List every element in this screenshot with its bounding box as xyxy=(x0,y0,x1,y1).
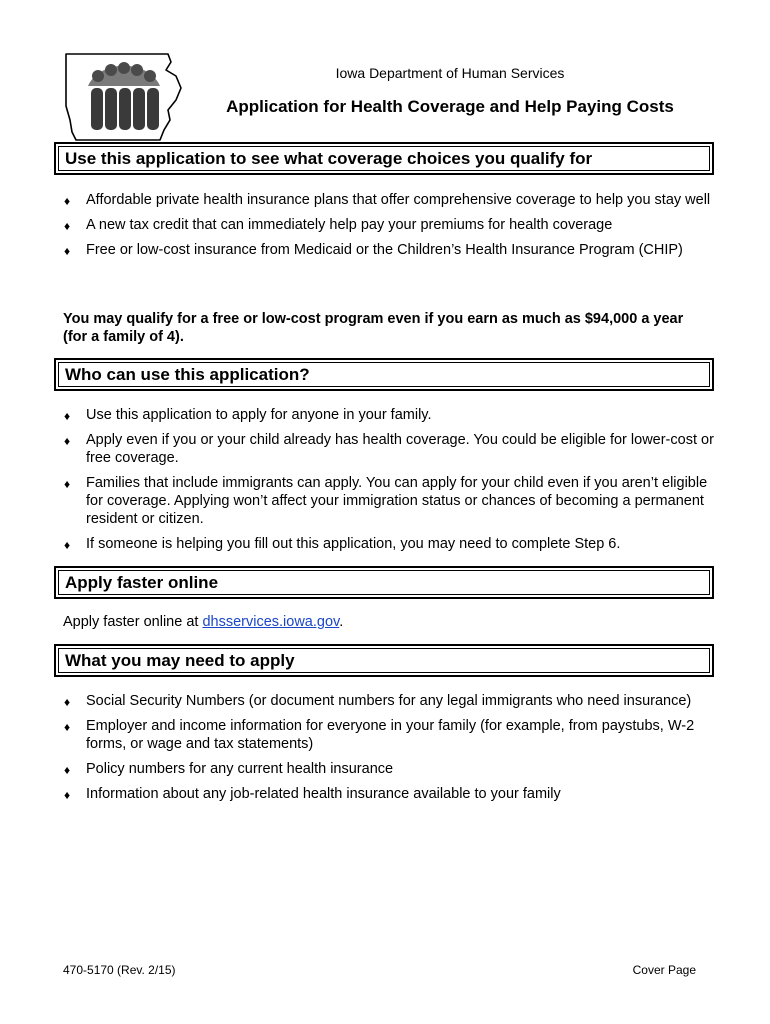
list-item: ♦ Employer and income information for everyone in your family (for example, from paystubs, W-2 forms, or wage and tax statements) xyxy=(64,718,695,752)
diamond-bullet-icon: ♦ xyxy=(64,219,71,233)
list-item: ♦ Apply even if you or your child already has health coverage. You could be eligible for lower-cost or free coverage. xyxy=(64,432,714,466)
list-item: ♦ A new tax credit that can immediately help pay your premiums for health coverage xyxy=(64,217,613,233)
list-item: ♦ Information about any job-related health insurance available to your family xyxy=(64,786,561,802)
section-heading: Apply faster online xyxy=(65,573,219,592)
section-need-header xyxy=(54,644,714,677)
diamond-bullet-icon: ♦ xyxy=(64,763,71,777)
list-item: ♦ Affordable private health insurance plans that offer comprehensive coverage to help you stay well xyxy=(64,192,711,208)
section-who-header xyxy=(54,358,714,391)
diamond-bullet-icon: ♦ xyxy=(64,695,71,709)
list-item: ♦ Free or low-cost insurance from Medicaid or the Children’s Health Insurance Program (CHIP) xyxy=(64,242,683,258)
agency-name: Iowa Department of Human Services xyxy=(335,65,565,81)
section-heading: What you may need to apply xyxy=(65,651,295,670)
diamond-bullet-icon: ♦ xyxy=(64,720,71,734)
section-heading: Use this application to see what coverage choices you qualify for xyxy=(65,149,593,168)
list-item: ♦ Families that include immigrants can apply. You can apply for your child even if you aren’t eligible for coverage. Applying won’t affect your immigration status or chances of becoming a permanent resident or citizen. xyxy=(64,475,708,527)
income-note: You may qualify for a free or low-cost program even if you earn as much as $94,000 a year (for a family of 4). xyxy=(63,311,684,345)
list-item: ♦ Social Security Numbers (or document numbers for any legal immigrants who need insurance) xyxy=(64,693,692,709)
diamond-bullet-icon: ♦ xyxy=(64,477,71,491)
section-online-header xyxy=(54,566,714,599)
document-title: Application for Health Coverage and Help Paying Costs xyxy=(226,97,674,116)
need-list xyxy=(60,692,720,810)
diamond-bullet-icon: ♦ xyxy=(64,244,71,258)
iowa-dhs-logo xyxy=(60,48,188,144)
list-item: ♦ If someone is helping you fill out this application, you may need to complete Step 6. xyxy=(64,536,621,552)
dhsservices-link[interactable]: dhsservices.iowa.gov xyxy=(202,614,340,630)
page-label: Cover Page xyxy=(632,963,696,977)
diamond-bullet-icon: ♦ xyxy=(64,194,71,208)
list-item: ♦ Policy numbers for any current health insurance xyxy=(64,761,394,777)
coverage-list xyxy=(60,191,720,266)
who-list xyxy=(60,406,720,560)
form-number: 470-5170 (Rev. 2/15) xyxy=(63,963,176,977)
apply-online-text: Apply faster online at dhsservices.iowa.gov. xyxy=(63,614,344,630)
section-coverage-header xyxy=(54,142,714,175)
diamond-bullet-icon: ♦ xyxy=(64,538,71,552)
diamond-bullet-icon: ♦ xyxy=(64,788,71,802)
list-item: ♦ Use this application to apply for anyone in your family. xyxy=(64,407,432,423)
diamond-bullet-icon: ♦ xyxy=(64,409,71,423)
section-heading: Who can use this application? xyxy=(65,365,310,384)
diamond-bullet-icon: ♦ xyxy=(64,434,71,448)
